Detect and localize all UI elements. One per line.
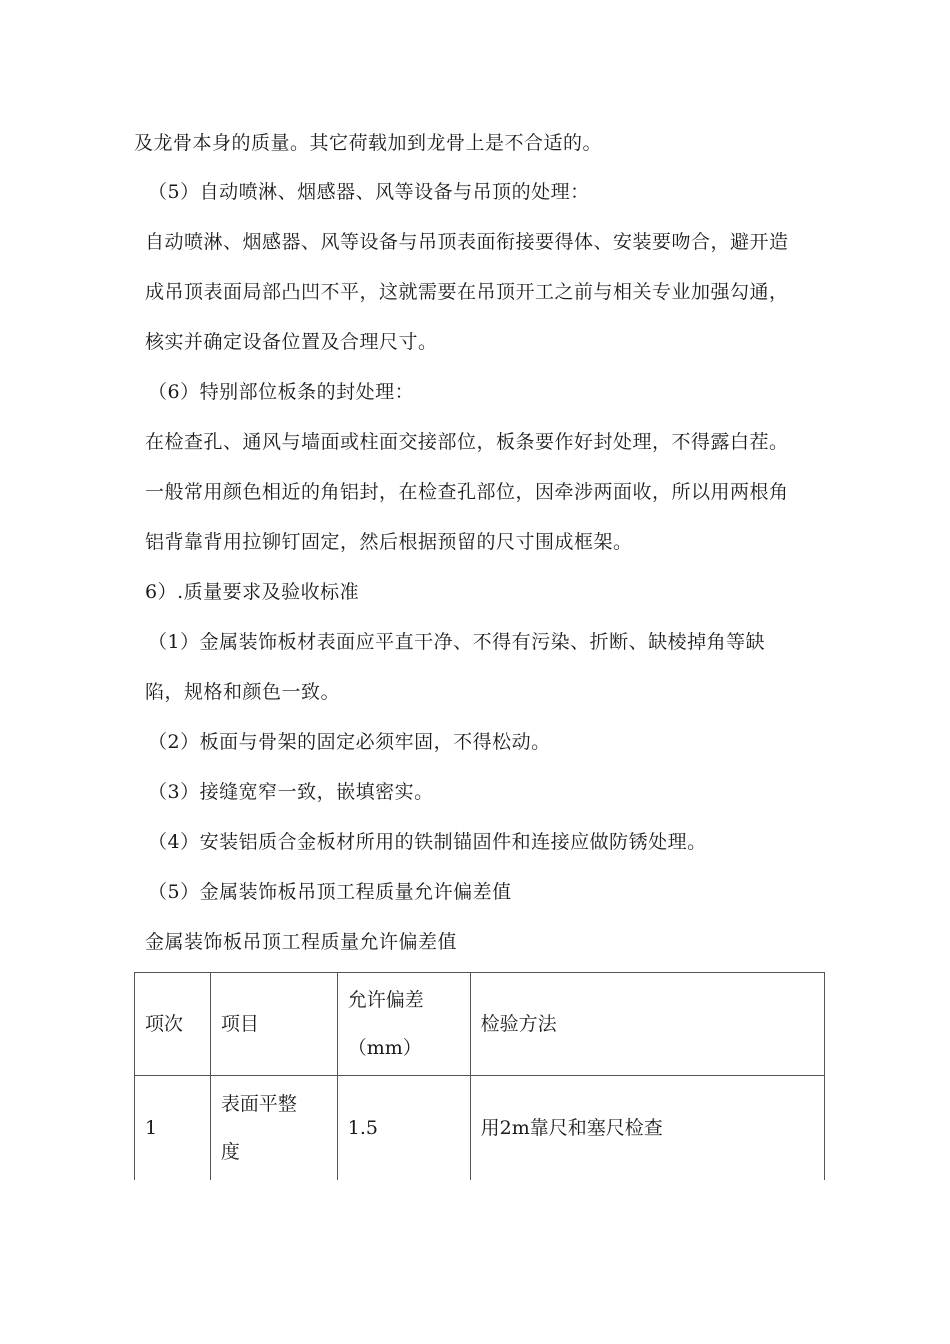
cell-no: 1: [135, 1076, 211, 1181]
paragraph-line: 及龙骨本身的质量。其它荷载加到龙骨上是不合适的。: [134, 132, 603, 154]
cell-item-line2: 度: [220, 1141, 240, 1163]
requirement-4: （4）安装铝质合金板材所用的铁制锚固件和连接应做防锈处理。: [148, 831, 707, 853]
header-item: 项目: [210, 973, 337, 1076]
paragraph-line: 铝背靠背用拉铆钉固定，然后根据预留的尺寸围成框架。: [145, 531, 633, 553]
header-tolerance: [337, 973, 470, 1076]
requirement-1-cont: 陷，规格和颜色一致。: [145, 681, 341, 703]
section-heading-5: （5）自动喷淋、烟感器、风等设备与吊顶的处理：: [148, 181, 590, 203]
section-title-quality: 6）.质量要求及验收标准: [145, 581, 360, 603]
section-heading-6: （6）特别部位板条的封处理：: [148, 381, 415, 403]
requirement-5: （5）金属装饰板吊顶工程质量允许偏差值: [148, 881, 512, 903]
paragraph-line: 在检查孔、通风与墙面或柱面交接部位，板条要作好封处理，不得露白茬。: [145, 431, 789, 453]
requirement-1: （1）金属装饰板材表面应平直干净、不得有污染、折断、缺棱掉角等缺: [148, 631, 766, 653]
table-caption: 金属装饰板吊顶工程质量允许偏差值: [145, 931, 458, 953]
cell-tolerance: 1.5: [337, 1076, 470, 1181]
tolerance-table: [134, 972, 825, 1180]
header-tolerance-line1: 允许偏差: [347, 989, 424, 1011]
table-header-row: [135, 973, 825, 1076]
table-row: [135, 1076, 825, 1181]
requirement-2: （2）板面与骨架的固定必须牢固，不得松动。: [148, 731, 551, 753]
header-method: 检验方法: [470, 973, 824, 1076]
header-tolerance-line2: （mm）: [347, 1037, 422, 1059]
paragraph-line: 核实并确定设备位置及合理尺寸。: [145, 331, 438, 353]
cell-item: [210, 1076, 337, 1181]
paragraph-line: 成吊顶表面局部凸凹不平，这就需要在吊顶开工之前与相关专业加强勾通，: [145, 281, 789, 303]
paragraph-line: 自动喷淋、烟感器、风等设备与吊顶表面衔接要得体、安装要吻合，避开造: [145, 231, 789, 253]
header-item-no: 项次: [135, 973, 211, 1076]
cell-method: 用2m靠尺和塞尺检查: [470, 1076, 824, 1181]
requirement-3: （3）接缝宽窄一致，嵌填密实。: [148, 781, 434, 803]
cell-item-line1: 表面平整: [220, 1093, 297, 1115]
paragraph-line: 一般常用颜色相近的角铝封，在检查孔部位，因牵涉两面收，所以用两根角: [145, 481, 789, 503]
